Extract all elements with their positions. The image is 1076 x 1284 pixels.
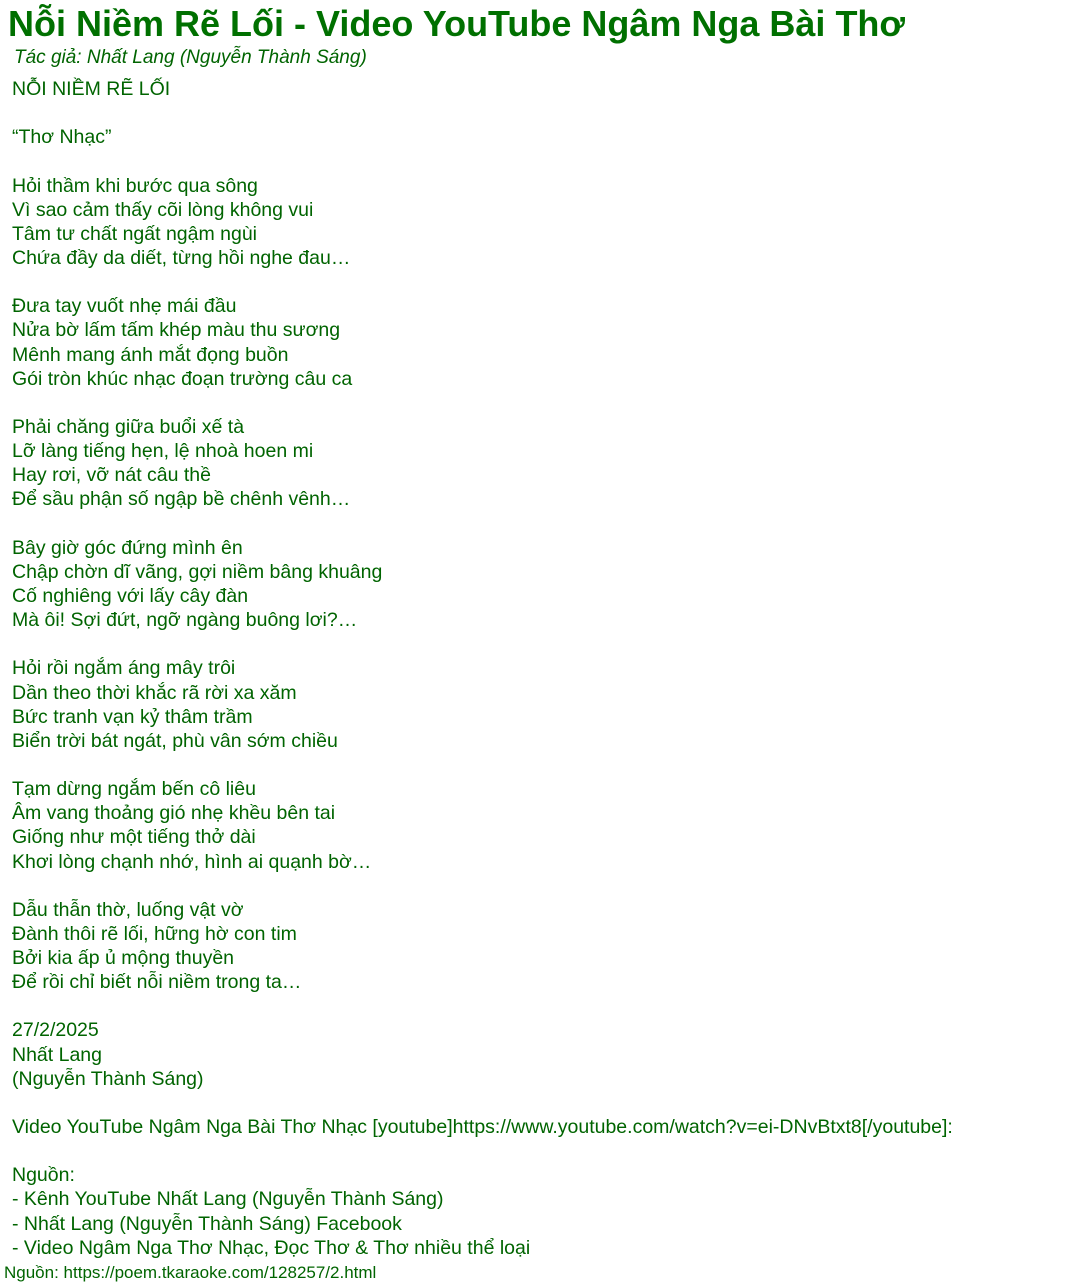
text-line: - Kênh YouTube Nhất Lang (Nguyễn Thành Sáng) — [12, 1188, 444, 1211]
blank-line — [12, 512, 953, 536]
text-line: Giống như một tiếng thở dài — [12, 826, 256, 849]
text-line: Nửa bờ lấm tấm khép màu thu sương — [12, 319, 341, 342]
text-line: Phải chăng giữa buổi xế tà — [12, 415, 245, 438]
blank-line — [12, 391, 953, 415]
text-line: 27/2/2025 — [12, 1019, 99, 1042]
text-line: Dần theo thời khắc rã rời xa xăm — [12, 681, 297, 704]
source-link[interactable]: Nguồn: https://poem.tkaraoke.com/128257/2.html — [4, 1263, 377, 1282]
poem-content — [12, 77, 953, 1260]
text-line: Hỏi rồi ngắm áng mây trôi — [12, 657, 236, 680]
text-line: Cố nghiêng với lấy cây đàn — [12, 584, 249, 607]
text-line: “Thơ Nhạc” — [12, 126, 112, 149]
text-line: Mà ôi! Sợi đứt, ngỡ ngàng buông lơi?… — [12, 609, 358, 632]
text-line: Bởi kia ấp ủ mộng thuyền — [12, 947, 235, 970]
text-line: Đành thôi rẽ lối, hững hờ con tim — [12, 922, 297, 945]
text-line: Tạm dừng ngắm bến cô liêu — [12, 778, 256, 801]
text-line: Đưa tay vuốt nhẹ mái đầu — [12, 295, 237, 318]
text-line: Lỡ làng tiếng hẹn, lệ nhoà hoen mi — [12, 440, 314, 463]
text-line: Chập chờn dĩ vãng, gợi niềm bâng khuâng — [12, 560, 383, 583]
blank-line — [12, 101, 953, 125]
text-line: Bức tranh vạn kỷ thâm trầm — [12, 705, 253, 728]
text-line: Vì sao cảm thấy cõi lòng không vui — [12, 198, 314, 221]
blank-line — [12, 632, 953, 656]
text-line: Video YouTube Ngâm Nga Bài Thơ Nhạc [youtube]https://www.youtube.com/watch?v=ei-DNvBtxt8[/youtube]: — [12, 1116, 953, 1139]
text-line: Khơi lòng chạnh nhớ, hình ai quạnh bờ… — [12, 850, 372, 873]
text-line: Âm vang thoảng gió nhẹ khều bên tai — [12, 802, 336, 825]
text-line: Biển trời bát ngát, phù vân sớm chiều — [12, 729, 338, 752]
text-line: Nhất Lang — [12, 1043, 102, 1066]
text-line: Mênh mang ánh mắt đọng buồn — [12, 343, 289, 366]
text-line: Nguồn: — [12, 1164, 75, 1187]
text-line: (Nguyễn Thành Sáng) — [12, 1067, 204, 1090]
text-line: Dẫu thẫn thờ, luống vật vờ — [12, 898, 244, 921]
blank-line — [12, 874, 953, 898]
text-line: Hay rơi, vỡ nát câu thề — [12, 464, 211, 487]
author-line: Tác giả: Nhất Lang (Nguyễn Thành Sáng) — [14, 47, 367, 68]
text-line: NỖI NIỀM RẼ LỐI — [12, 78, 171, 100]
blank-line — [12, 1139, 953, 1163]
text-line: Để rồi chỉ biết nỗi niềm trong ta… — [12, 971, 302, 994]
text-line: - Nhất Lang (Nguyễn Thành Sáng) Facebook — [12, 1212, 402, 1235]
text-line: Gói tròn khúc nhạc đoạn trường câu ca — [12, 367, 353, 390]
text-line: Hỏi thầm khi bước qua sông — [12, 174, 258, 197]
blank-line — [12, 753, 953, 777]
blank-line — [12, 1091, 953, 1115]
text-line: Chứa đầy da diết, từng hồi nghe đau… — [12, 246, 351, 269]
text-line: - Video Ngâm Nga Thơ Nhạc, Đọc Thơ & Thơ nhiều thể loại — [12, 1236, 531, 1259]
text-line: Tâm tư chất ngất ngậm ngùi — [12, 222, 258, 245]
text-line: Bây giờ góc đứng mình ên — [12, 536, 243, 559]
page-title: Nỗi Niềm Rẽ Lối - Video YouTube Ngâm Nga Bài Thơ — [8, 3, 906, 44]
blank-line — [12, 270, 953, 294]
text-line: Để sầu phận số ngập bề chênh vênh… — [12, 488, 351, 511]
blank-line — [12, 149, 953, 173]
blank-line — [12, 994, 953, 1018]
